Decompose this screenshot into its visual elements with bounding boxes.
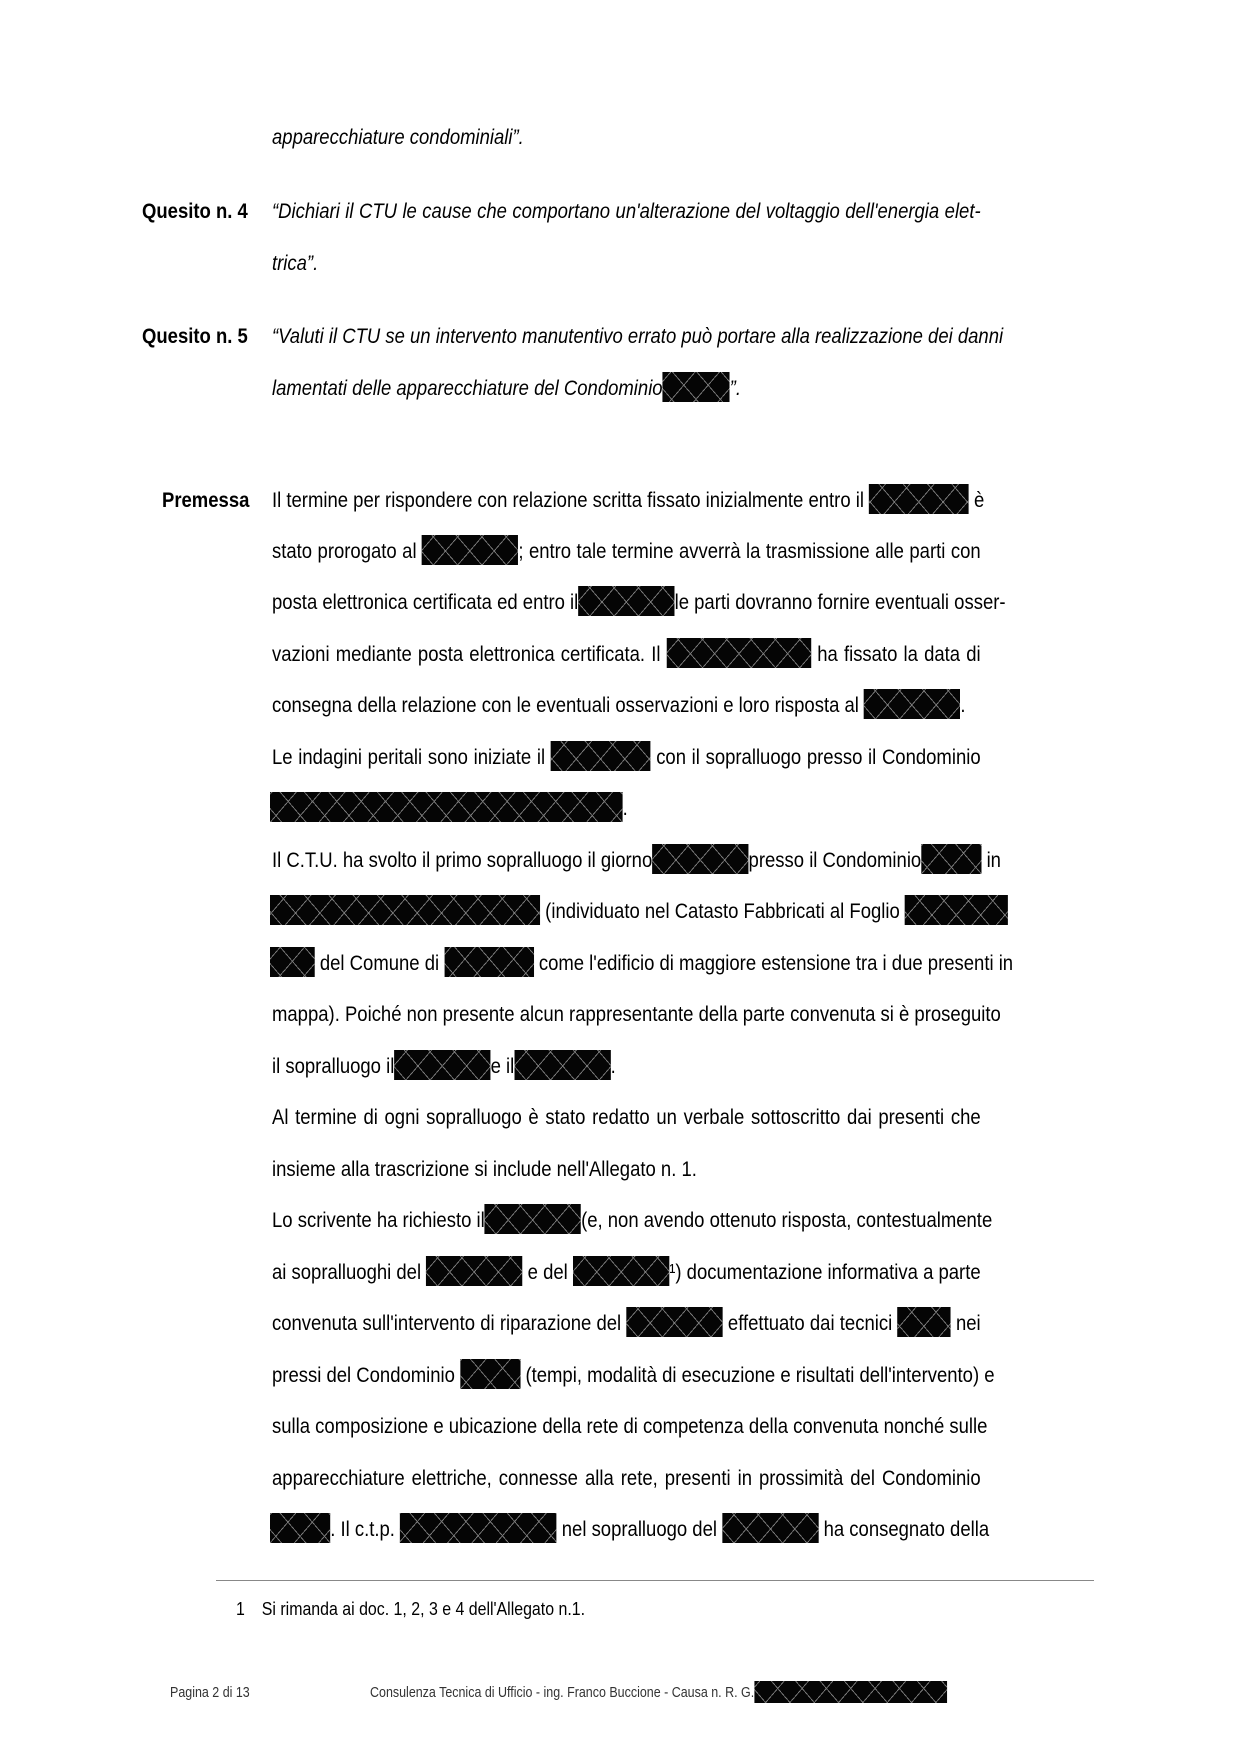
premessa-text: (e, non avendo ottenuto risposta, contestualmente <box>581 1208 993 1232</box>
redaction-block <box>897 1307 950 1337</box>
premessa-text: ¹) documentazione informativa a parte <box>669 1260 981 1284</box>
premessa-text: Lo scrivente ha richiesto il <box>272 1208 485 1232</box>
premessa-text: . <box>622 796 628 820</box>
premessa-line-4 <box>272 639 981 669</box>
premessa-line-20 <box>272 1463 981 1493</box>
premessa-label: Premessa <box>162 488 250 512</box>
premessa-line-5 <box>272 690 981 720</box>
premessa-text: consegna della relazione con le eventuali osservazioni e loro risposta al <box>272 693 859 717</box>
redaction-block <box>722 1513 818 1543</box>
quesito-4-label: Quesito n. 4 <box>142 199 248 223</box>
redaction-block <box>270 792 623 822</box>
premessa-line-18 <box>272 1360 995 1390</box>
quesito-4-line-1 <box>272 196 981 226</box>
premessa-text: mappa). Poiché non presente alcun rappresentante della parte convenuta si è proseguito <box>272 1002 1001 1026</box>
premessa-text: con il sopralluogo presso il Condominio <box>656 745 981 769</box>
redaction-block <box>270 1513 330 1543</box>
footnote-text: Si rimanda ai doc. 1, 2, 3 e 4 dell'Allegato n.1. <box>261 1598 586 1619</box>
premessa-text: . <box>960 693 966 717</box>
premessa-text: . Il c.t.p. <box>330 1517 395 1541</box>
premessa-text: è <box>974 488 985 512</box>
redaction-block <box>754 1681 947 1703</box>
footer-reference-text: Consulenza Tecnica di Ufficio - ing. Franco Buccione - Causa n. R. G. <box>370 1685 755 1701</box>
premessa-text: come l'edificio di maggiore estensione tra i due presenti in <box>538 951 1014 975</box>
premessa-text: ai sopralluoghi del <box>272 1260 422 1284</box>
premessa-text: il sopralluogo il <box>272 1054 395 1078</box>
premessa-line-11 <box>272 999 1001 1029</box>
premessa-text: presso il Condominio <box>748 848 922 872</box>
footnote-separator <box>216 1580 1094 1581</box>
premessa-text: vazioni mediante posta elettronica certificata. Il <box>272 642 661 666</box>
premessa-text: effettuato dai tecnici <box>727 1311 893 1335</box>
redaction-block <box>578 586 674 616</box>
quesito-4-text-2: trica”. <box>272 251 319 275</box>
premessa-line-8 <box>272 845 1001 875</box>
redaction-block <box>573 1256 669 1286</box>
quesito-5-label: Quesito n. 5 <box>142 324 248 348</box>
quesito-5-text-2: lamentati delle apparecchiature del Condominio <box>272 376 663 400</box>
premessa-line-10 <box>270 948 1014 978</box>
premessa-text: Al termine di ogni sopralluogo è stato redatto un verbale sottoscritto dai presenti che <box>272 1105 981 1129</box>
premessa-text: (tempi, modalità di esecuzione e risultati dell'intervento) e <box>525 1363 995 1387</box>
quesito-5-text-1: “Valuti il CTU se un intervento manutentivo errato può portare alla realizzazione dei danni <box>272 324 1004 348</box>
redaction-block <box>426 1256 522 1286</box>
redaction-block <box>921 844 981 874</box>
premessa-line-9 <box>270 896 979 926</box>
premessa-text: e il <box>490 1054 515 1078</box>
premessa-text: pressi del Condominio <box>272 1363 455 1387</box>
redaction-block <box>460 1359 520 1389</box>
premessa-line-17 <box>272 1308 981 1338</box>
footer-page-number: Pagina 2 di 13 <box>170 1685 250 1701</box>
redaction-block <box>400 1513 557 1543</box>
premessa-text: stato prorogato al <box>272 539 417 563</box>
redaction-block <box>514 1050 610 1080</box>
redaction-block <box>422 535 518 565</box>
premessa-text: Le indagini peritali sono iniziate il <box>272 745 546 769</box>
redaction-block <box>869 484 969 514</box>
premessa-text: apparecchiature elettriche, connesse alla rete, presenti in prossimità del Condominio <box>272 1466 981 1490</box>
redaction-block <box>652 844 748 874</box>
premessa-text: posta elettronica certificata ed entro il <box>272 590 579 614</box>
premessa-text: e del <box>527 1260 568 1284</box>
quesito-5-line-1 <box>272 321 1004 351</box>
premessa-text: Il termine per rispondere con relazione scritta fissato inizialmente entro il <box>272 488 864 512</box>
premessa-text: del Comune di <box>319 951 440 975</box>
redaction-block <box>270 895 540 925</box>
premessa-text: ; entro tale termine avverrà la trasmissione alle parti con <box>518 539 981 563</box>
redaction-block <box>864 689 960 719</box>
redaction-block <box>394 1050 490 1080</box>
footnote-number: 1 <box>236 1598 245 1619</box>
premessa-line-14 <box>272 1154 981 1184</box>
premessa-line-6 <box>272 742 981 772</box>
premessa-line-21 <box>270 1514 990 1544</box>
premessa-text: in <box>986 848 1001 872</box>
premessa-text: le parti dovranno fornire eventuali osser- <box>674 590 1006 614</box>
quesito-5-text-3: ”. <box>729 376 741 400</box>
redaction-block <box>551 741 651 771</box>
premessa-line-7 <box>270 793 979 823</box>
quesito-3-continuation-line <box>272 122 981 152</box>
redaction-block <box>270 947 315 977</box>
premessa-line-2 <box>272 536 981 566</box>
premessa-text: sulla composizione e ubicazione della rete di competenza della convenuta nonché sulle <box>272 1414 988 1438</box>
premessa-text: (individuato nel Catasto Fabbricati al Foglio <box>545 899 900 923</box>
quesito-4-text-1: “Dichiari il CTU le cause che comportano un'alterazione del voltaggio dell'energia elet- <box>272 199 981 223</box>
redaction-block <box>667 638 811 668</box>
redaction-block <box>663 372 730 402</box>
premessa-text: . <box>610 1054 616 1078</box>
premessa-line-13 <box>272 1102 981 1132</box>
redaction-block <box>485 1204 581 1234</box>
quesito-5-line-2 <box>272 373 981 403</box>
premessa-text: ha consegnato della <box>823 1517 990 1541</box>
premessa-text: insieme alla trascrizione si include nell'Allegato n. 1. <box>272 1157 697 1181</box>
premessa-text: nel sopralluogo del <box>561 1517 717 1541</box>
quesito-3-text: apparecchiature condominiali”. <box>272 125 524 149</box>
premessa-line-12 <box>272 1051 981 1081</box>
premessa-line-19 <box>272 1411 988 1441</box>
premessa-text: convenuta sull'intervento di riparazione del <box>272 1311 622 1335</box>
premessa-line-1 <box>272 485 985 515</box>
redaction-block <box>444 947 533 977</box>
footer-reference <box>370 1683 947 1703</box>
premessa-text: Il C.T.U. ha svolto il primo sopralluogo il giorno <box>272 848 653 872</box>
redaction-block <box>626 1307 722 1337</box>
quesito-4-line-2 <box>272 248 981 278</box>
footnote <box>236 1596 585 1622</box>
premessa-line-3 <box>272 587 1006 617</box>
premessa-text: ha fissato la data di <box>817 642 981 666</box>
premessa-line-15 <box>272 1205 993 1235</box>
redaction-block <box>905 895 1008 925</box>
premessa-line-16 <box>272 1257 981 1287</box>
premessa-text: nei <box>955 1311 981 1335</box>
